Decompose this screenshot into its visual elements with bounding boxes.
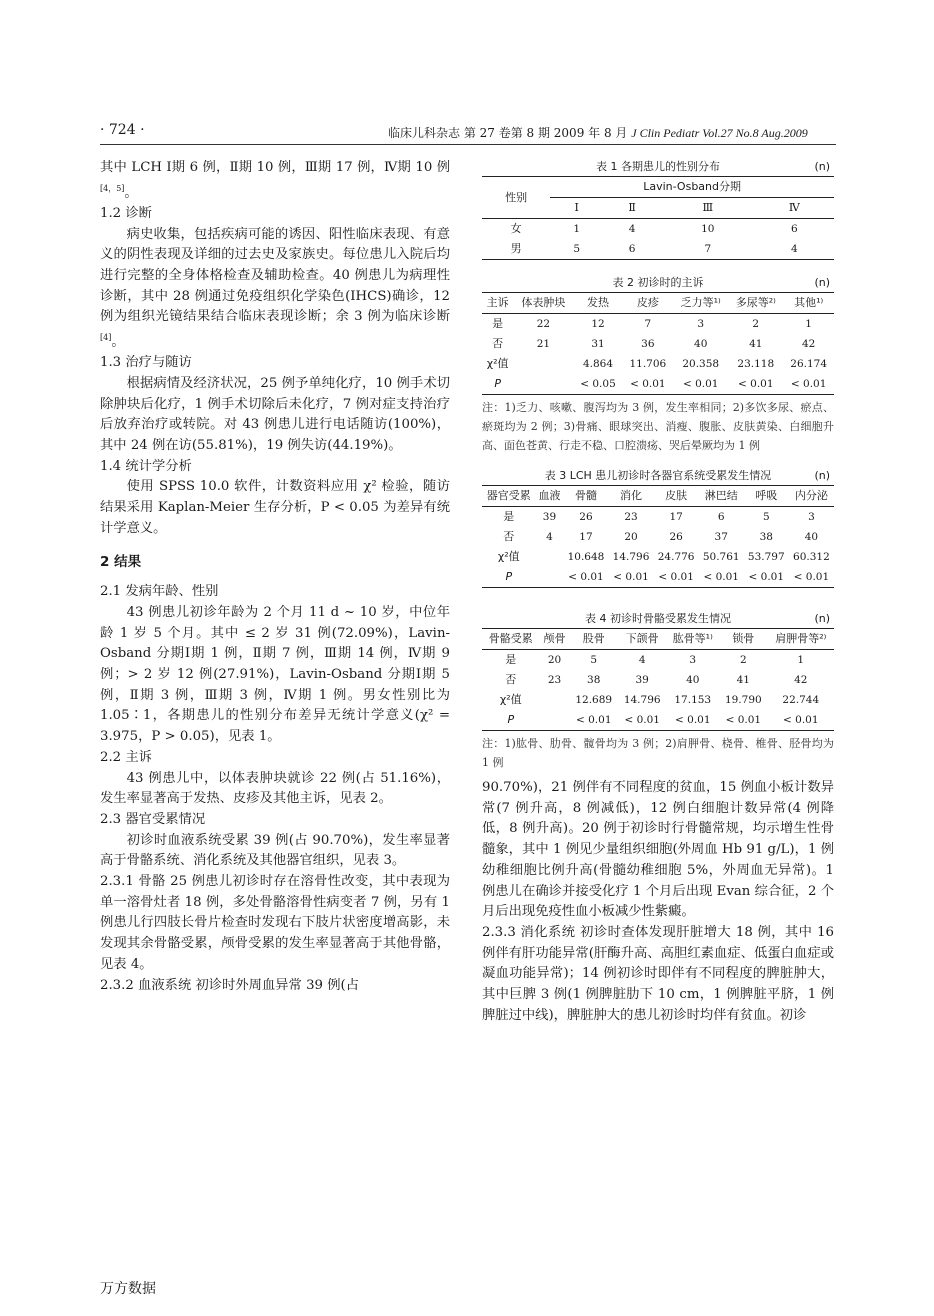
paragraph: 病史收集，包括疾病可能的诱因、阳性临床表现、有意义的阴性表现及详细的过去史及家族史。每位患儿入院后均进行完整的全身体格检查及辅助检查。40 例患儿为病理性诊断，其中 28 例通过免疫组织化学染色(IHCS)确诊，12 例为组织光镜结果结合临床表现诊断；余 3 例为临床诊断[4]。 — [100, 226, 450, 350]
citation: [4，5] — [100, 183, 125, 193]
table-row: χ²值 4.864 11.706 20.358 23.118 26.174 — [486, 357, 828, 370]
table-header: Ⅳ — [755, 198, 834, 219]
table-header: Ⅱ — [603, 198, 661, 219]
table-4-note: 注：1)肱骨、肋骨、髋骨均为 3 例；2)肩胛骨、桡骨、椎骨、胫骨均为 1 例 — [482, 737, 834, 769]
paragraph: 2.3.2 血液系统 初诊时外周血异常 39 例(占 — [100, 977, 360, 993]
table-row: 男 5 6 7 4 — [482, 239, 834, 260]
paragraph: 2.3.3 消化系统 初诊时查体发现肝脏增大 18 例，其中 16 例伴有肝功能异常(肝酶升高、高胆红素血症、低蛋白血症或凝血功能异常)；14 例初诊时即伴有不同程度的脾脏肿大，其中巨脾 3 例(1 例脾脏肋下 10 cm，1 例脾脏平脐，1 例脾脏过中线)，脾脏肿大的患儿初诊时均伴有贫血。初诊 — [482, 924, 834, 1023]
heading-1-2: 1.2 诊断 — [100, 205, 152, 221]
table-row: 是 39 26 23 17 6 5 3 — [503, 510, 815, 523]
heading-2-3: 2.3 器官受累情况 — [100, 811, 206, 827]
table-header: Ⅰ — [550, 198, 603, 219]
paragraph: 其中 LCH Ⅰ期 6 例，Ⅱ期 10 例，Ⅲ期 17 例，Ⅳ期 10 例[4，5]。 — [100, 160, 450, 201]
table-1 — [482, 176, 834, 260]
paragraph: 根据病情及经济状况，25 例予单纯化疗，10 例手术切除肿块后化疗，1 例手术切除后未化疗，7 例对症支持治疗后放弃治疗或转院。对 43 例患儿进行电话随访(100%)，其中 24 例在访(55.81%)，19 例失访(44.19%)。 — [100, 375, 450, 453]
paragraph: 43 例患儿初诊年龄为 2 个月 11 d ~ 10 岁，中位年龄 1 岁 5 个月。其中 ≤ 2 岁 31 例(72.09%)，Lavin-Osband 分期Ⅰ期 1 例，Ⅱ期 7 例，Ⅲ期 14 例，Ⅳ期 9 例；> 2 岁 12 例(27.91%)，Lavin-Osband 分期Ⅰ期 5 例，Ⅱ期 3 例，Ⅲ期 3 例，Ⅳ期 1 例。男女性别比为 1.05∶1，各期患儿的性别分布差异无统计学意义(χ² = 3.975，P > 0.05)，见表 1。 — [100, 604, 450, 745]
heading-2-1: 2.1 发病年龄、性别 — [100, 584, 219, 600]
table-row: 是 20 5 4 3 2 1 — [505, 653, 805, 666]
table-row: P < 0.01 < 0.01 < 0.01 < 0.01 < 0.01 — [482, 710, 834, 731]
journal-cn: 临床儿科杂志 第 27 卷第 8 期 2009 年 8 月 — [388, 126, 628, 140]
table-row: P < 0.01 < 0.01 < 0.01 < 0.01 < 0.01 < 0.01 — [482, 567, 834, 588]
table-header: Lavin-Osband分期 — [550, 177, 834, 198]
paragraph: 2.3.1 骨骼 25 例患儿初诊时存在溶骨性改变，其中表现为单一溶骨灶者 18 例，多处骨骼溶骨性病变者 7 例，另有 1 例患儿行四肢长骨片检查时发现右下肢片状密度增高影，未发现其余骨骼受累，颅骨受累的发生率显著高于其他骨骼，见表 4。 — [100, 874, 450, 972]
table-3-caption: 表 3 LCH 患儿初诊时各器官系统受累发生情况 (n) — [544, 469, 830, 482]
heading-2: 2 结果 — [100, 553, 142, 570]
table-row: 女 1 4 10 6 — [510, 222, 798, 235]
paragraph: 使用 SPSS 10.0 软件，计数资料应用 χ² 检验，随访结果采用 Kaplan-Meier 生存分析，P < 0.05 为差异有统计学意义。 — [100, 479, 450, 536]
table-row: χ²值 12.689 14.796 17.153 19.790 22.744 — [499, 693, 820, 706]
right-column — [482, 158, 834, 1026]
table-row: 否 23 38 39 40 41 42 — [505, 673, 808, 686]
table-2-note: 注：1)乏力、咳嗽、腹泻均为 3 例，发生率相同；2)多饮多尿、瘀点、瘀斑均为 2 例；3)骨痛、眼球突出、消瘦、腹胀、皮肤黄染、白细胞升高、面色苍黄、行走不稳、口腔溃疡、哭后晕厥均为 1 例 — [482, 401, 834, 452]
table-4-caption: 表 4 初诊时骨骼受累发生情况 (n) — [585, 612, 830, 625]
table-row: 是 22 12 7 3 2 1 — [492, 317, 812, 330]
page-number: · 724 · — [100, 122, 145, 138]
header-rule — [100, 144, 836, 145]
heading-1-3: 1.3 治疗与随访 — [100, 355, 192, 371]
table-4: 骨骼受累 颅骨 股骨 下颌骨 肱骨等¹⁾ 锁骨 肩胛骨等²⁾ 是 20 5 4 3 2 1 否 23 38 39 40 41 42 χ²值 12.689 14.796 17.153 19.790 22.744 P < 0.01 < 0.01 < 0.01 < 0.01 < 0.01 — [482, 628, 834, 731]
table-2-caption: 表 2 初诊时的主诉 (n) — [612, 276, 830, 289]
running-header — [388, 124, 808, 141]
table-row: χ²值 10.648 14.796 24.776 50.761 53.797 60.312 — [497, 550, 830, 563]
paragraph: 43 例患儿中，以体表肿块就诊 22 例(占 51.16%)，发生率显著高于发热、皮疹及其他主诉，见表 2。 — [100, 770, 450, 807]
watermark-text: 万方数据 — [100, 1281, 156, 1297]
table-row: P < 0.05 < 0.01 < 0.01 < 0.01 < 0.01 — [482, 374, 834, 395]
table-row: 否 4 17 20 26 37 38 40 — [503, 530, 819, 543]
table-row: 否 21 31 36 40 41 42 — [492, 337, 816, 350]
journal-en: J Clin Pediatr Vol.27 No.8 Aug.2009 — [631, 126, 808, 140]
heading-1-4: 1.4 统计学分析 — [100, 458, 192, 474]
table-header: Ⅲ — [661, 198, 755, 219]
table-header: 性别 — [482, 177, 550, 219]
paragraph: 初诊时血液系统受累 39 例(占 90.70%)，发生率显著高于骨骼系统、消化系统及其他器官组织，见表 3。 — [100, 832, 450, 869]
heading-2-2: 2.2 主诉 — [100, 749, 152, 765]
table-3: 器官受累 血液 骨髓 消化 皮肤 淋巴结 呼吸 内分泌 是 39 26 23 17 6 5 3 否 4 17 20 26 37 38 40 χ²值 10.648 14.796 24.776 50.761 53.797 60.312 P < 0.01 < 0.01 < 0.01 < 0.01 < 0.01 < 0.01 — [482, 485, 834, 588]
left-column — [100, 158, 450, 996]
paragraph: 90.70%)，21 例伴有不同程度的贫血，15 例血小板计数异常(7 例升高，8 例减低)，12 例白细胞计数异常(4 例降低，8 例升高)。20 例于初诊时行骨髓常规，均示增生性骨髓象，其中 1 例见少量组织细胞(外周血 Hb 91 g/L)，1 例幼稚细胞比例升高(骨髓幼稚细胞 5%，外周血无异常)。1 例患儿在确诊并接受化疗 1 个月后出现 Evan 综合征，2 个月后出现免疫性血小板减少性紫癜。 — [482, 780, 834, 920]
citation: [4] — [100, 333, 112, 343]
table-2: 主诉 体表肿块 发热 皮疹 乏力等¹⁾ 多尿等²⁾ 其他¹⁾ 是 22 12 7 3 2 1 否 21 31 36 40 41 42 χ²值 4.864 11.706 20.358 23.118 26.174 P < 0.05 < 0.01 < 0.01 < 0.01 < 0.01 — [482, 292, 834, 395]
table-1-caption: 表 1 各期患儿的性别分布 (n) — [596, 160, 830, 173]
